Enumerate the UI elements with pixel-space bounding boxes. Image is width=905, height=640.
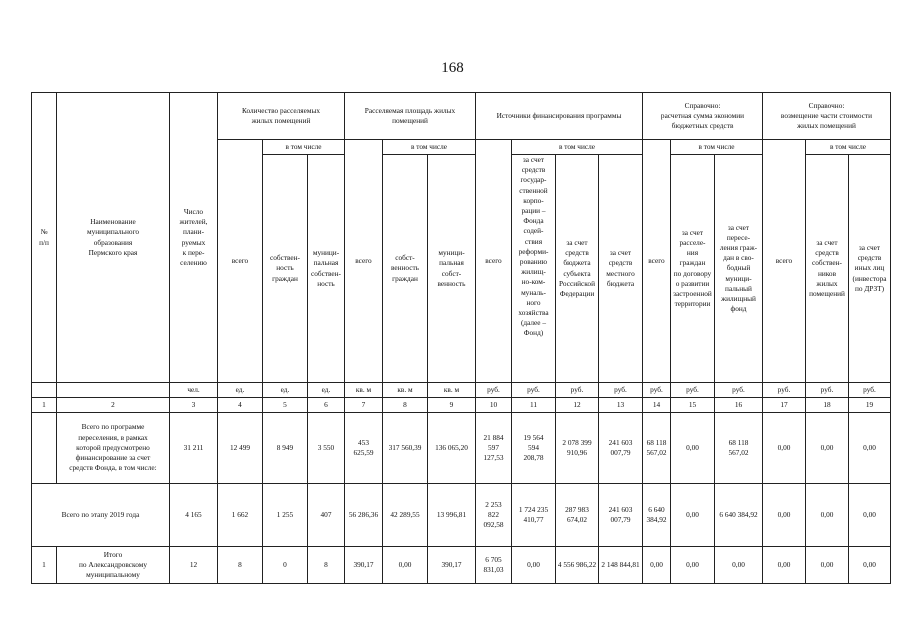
cell-economy-total: 6 640 384,92 — [643, 484, 671, 547]
index-cell: 14 — [643, 398, 671, 413]
header-eco-free: за счет пересе- ления граж- дан в сво- бодный муници- пальный жилищный фонд — [715, 155, 763, 383]
index-cell: 16 — [715, 398, 763, 413]
header-row-groups — [32, 93, 891, 140]
unit-cell: руб. — [556, 383, 599, 398]
index-cell: 13 — [599, 398, 643, 413]
header-group-area: Расселяемая площадь жилых помещений — [345, 93, 476, 140]
cell-count-total: 8 — [218, 547, 263, 584]
index-cell: 12 — [556, 398, 599, 413]
unit-cell: руб. — [599, 383, 643, 398]
header-residents: Число жителей, плани- руемых к пере- селению — [170, 93, 218, 383]
cell-count-private: 8 949 — [263, 413, 308, 484]
header-area-private: собст- венность граждан — [383, 155, 428, 383]
unit-cell: руб. — [806, 383, 849, 398]
cell-src-fund: 19 564 594 208,78 — [512, 413, 556, 484]
header-area-total: всего — [345, 140, 383, 383]
index-cell: 4 — [218, 398, 263, 413]
unit-cell: руб. — [671, 383, 715, 398]
unit-cell: ед. — [308, 383, 345, 398]
unit-cell: ед. — [218, 383, 263, 398]
unit-cell: руб. — [512, 383, 556, 398]
header-reimb-other: за счет средств иных лиц (инвестора по ДРЗТ) — [849, 155, 891, 383]
header-economy-total: всего — [643, 140, 671, 383]
cell-src-regional: 287 983 674,02 — [556, 484, 599, 547]
cell-sources-total: 21 884 597 127,53 — [476, 413, 512, 484]
index-cell: 7 — [345, 398, 383, 413]
unit-cell: руб. — [849, 383, 891, 398]
header-sources-incl: в том числе — [512, 140, 643, 155]
index-cell: 1 — [32, 398, 57, 413]
header-reimb-incl: в том числе — [806, 140, 891, 155]
table-row — [32, 413, 891, 484]
cell-count-municipal: 3 550 — [308, 413, 345, 484]
cell-economy-total: 68 118 567,02 — [643, 413, 671, 484]
table-row — [32, 484, 891, 547]
row-name: Всего по этапу 2019 года — [32, 484, 170, 547]
page-number: 168 — [441, 60, 464, 76]
cell-count-total: 1 662 — [218, 484, 263, 547]
cell-area-private: 0,00 — [383, 547, 428, 584]
cell-src-local: 2 148 844,81 — [599, 547, 643, 584]
header-src-regional: за счет средств бюджета субъекта Российской Федерации — [556, 155, 599, 383]
index-cell: 18 — [806, 398, 849, 413]
index-cell: 6 — [308, 398, 345, 413]
header-count-municipal: муници- пальная собствен- ность — [308, 155, 345, 383]
header-reimb-total: всего — [763, 140, 806, 383]
unit-cell: чел. — [170, 383, 218, 398]
cell-reimb-owners: 0,00 — [806, 484, 849, 547]
units-row — [32, 383, 891, 398]
header-group-reimbursement: Справочно: возмещение части стоимости жилых помещений — [763, 93, 891, 140]
cell-count-total: 12 499 — [218, 413, 263, 484]
cell-sources-total: 2 253 822 092,58 — [476, 484, 512, 547]
cell-count-municipal: 407 — [308, 484, 345, 547]
cell-area-municipal: 390,17 — [428, 547, 476, 584]
header-name: Наименование муниципального образования Пермского края — [57, 93, 170, 383]
cell-residents: 31 211 — [170, 413, 218, 484]
index-cell: 10 — [476, 398, 512, 413]
header-src-local: за счет средств местного бюджета — [599, 155, 643, 383]
cell-src-regional: 2 078 399 910,96 — [556, 413, 599, 484]
cell-area-total: 453 625,59 — [345, 413, 383, 484]
index-cell: 17 — [763, 398, 806, 413]
header-num: № п/п — [32, 93, 57, 383]
cell-count-municipal: 8 — [308, 547, 345, 584]
header-economy-incl: в том числе — [671, 140, 763, 155]
unit-cell — [32, 383, 57, 398]
cell-src-fund: 0,00 — [512, 547, 556, 584]
row-num: 1 — [32, 547, 57, 584]
unit-cell — [57, 383, 170, 398]
header-src-fund: за счет средств государ- ственной корпо- рации – Фонда содей- ствия реформи- рованию жилищ- но-ком- муналь- ного хозяйства (далее – Фонд) — [512, 155, 556, 383]
cell-area-municipal: 13 996,81 — [428, 484, 476, 547]
cell-eco-free: 0,00 — [715, 547, 763, 584]
cell-residents: 12 — [170, 547, 218, 584]
cell-residents: 4 165 — [170, 484, 218, 547]
cell-eco-contract: 0,00 — [671, 413, 715, 484]
header-sources-total: всего — [476, 140, 512, 383]
header-count-incl: в том числе — [263, 140, 345, 155]
cell-area-private: 317 560,39 — [383, 413, 428, 484]
header-area-incl: в том числе — [383, 140, 476, 155]
cell-reimb-total: 0,00 — [763, 547, 806, 584]
cell-area-private: 42 289,55 — [383, 484, 428, 547]
cell-reimb-owners: 0,00 — [806, 547, 849, 584]
cell-src-local: 241 603 007,79 — [599, 413, 643, 484]
index-cell: 19 — [849, 398, 891, 413]
cell-reimb-total: 0,00 — [763, 484, 806, 547]
cell-area-total: 390,17 — [345, 547, 383, 584]
cell-src-fund: 1 724 235 410,77 — [512, 484, 556, 547]
header-count-private: собствен- ность граждан — [263, 155, 308, 383]
cell-src-local: 241 603 007,79 — [599, 484, 643, 547]
index-cell: 5 — [263, 398, 308, 413]
cell-area-municipal: 136 065,20 — [428, 413, 476, 484]
unit-cell: кв. м — [345, 383, 383, 398]
unit-cell: кв. м — [428, 383, 476, 398]
unit-cell: руб. — [715, 383, 763, 398]
index-cell: 2 — [57, 398, 170, 413]
cell-count-private: 1 255 — [263, 484, 308, 547]
header-group-count: Количество расселяемых жилых помещений — [218, 93, 345, 140]
cell-sources-total: 6 705 831,03 — [476, 547, 512, 584]
header-area-municipal: муници- пальная собст- венность — [428, 155, 476, 383]
row-name: Итого по Александровскому муниципальному — [57, 547, 170, 584]
cell-economy-total: 0,00 — [643, 547, 671, 584]
header-group-economy: Справочно: расчетная сумма экономии бюджетных средств — [643, 93, 763, 140]
unit-cell: руб. — [643, 383, 671, 398]
cell-eco-contract: 0,00 — [671, 484, 715, 547]
table-row — [32, 547, 891, 584]
index-cell: 3 — [170, 398, 218, 413]
index-row — [32, 398, 891, 413]
cell-reimb-other: 0,00 — [849, 547, 891, 584]
cell-src-regional: 4 556 986,22 — [556, 547, 599, 584]
cell-eco-free: 68 118 567,02 — [715, 413, 763, 484]
header-reimb-owners: за счет средств собствен- ников жилых помещений — [806, 155, 849, 383]
row-name: Всего по программе переселения, в рамках которой предусмотрено финансирование за счет средств Фонда, в том числе: — [57, 413, 170, 484]
unit-cell: руб. — [476, 383, 512, 398]
header-eco-contract: за счет pacселе- ния граждан по договору о развитии застроенной территории — [671, 155, 715, 383]
unit-cell: руб. — [763, 383, 806, 398]
index-cell: 9 — [428, 398, 476, 413]
cell-reimb-owners: 0,00 — [806, 413, 849, 484]
cell-reimb-total: 0,00 — [763, 413, 806, 484]
row-num — [32, 413, 57, 484]
cell-reimb-other: 0,00 — [849, 413, 891, 484]
index-cell: 11 — [512, 398, 556, 413]
cell-reimb-other: 0,00 — [849, 484, 891, 547]
header-group-sources: Источники финансирования программы — [476, 93, 643, 140]
cell-eco-contract: 0,00 — [671, 547, 715, 584]
unit-cell: кв. м — [383, 383, 428, 398]
header-count-total: всего — [218, 140, 263, 383]
cell-count-private: 0 — [263, 547, 308, 584]
cell-area-total: 56 286,36 — [345, 484, 383, 547]
resettlement-table — [31, 92, 891, 584]
cell-eco-free: 6 640 384,92 — [715, 484, 763, 547]
unit-cell: ед. — [263, 383, 308, 398]
index-cell: 15 — [671, 398, 715, 413]
index-cell: 8 — [383, 398, 428, 413]
